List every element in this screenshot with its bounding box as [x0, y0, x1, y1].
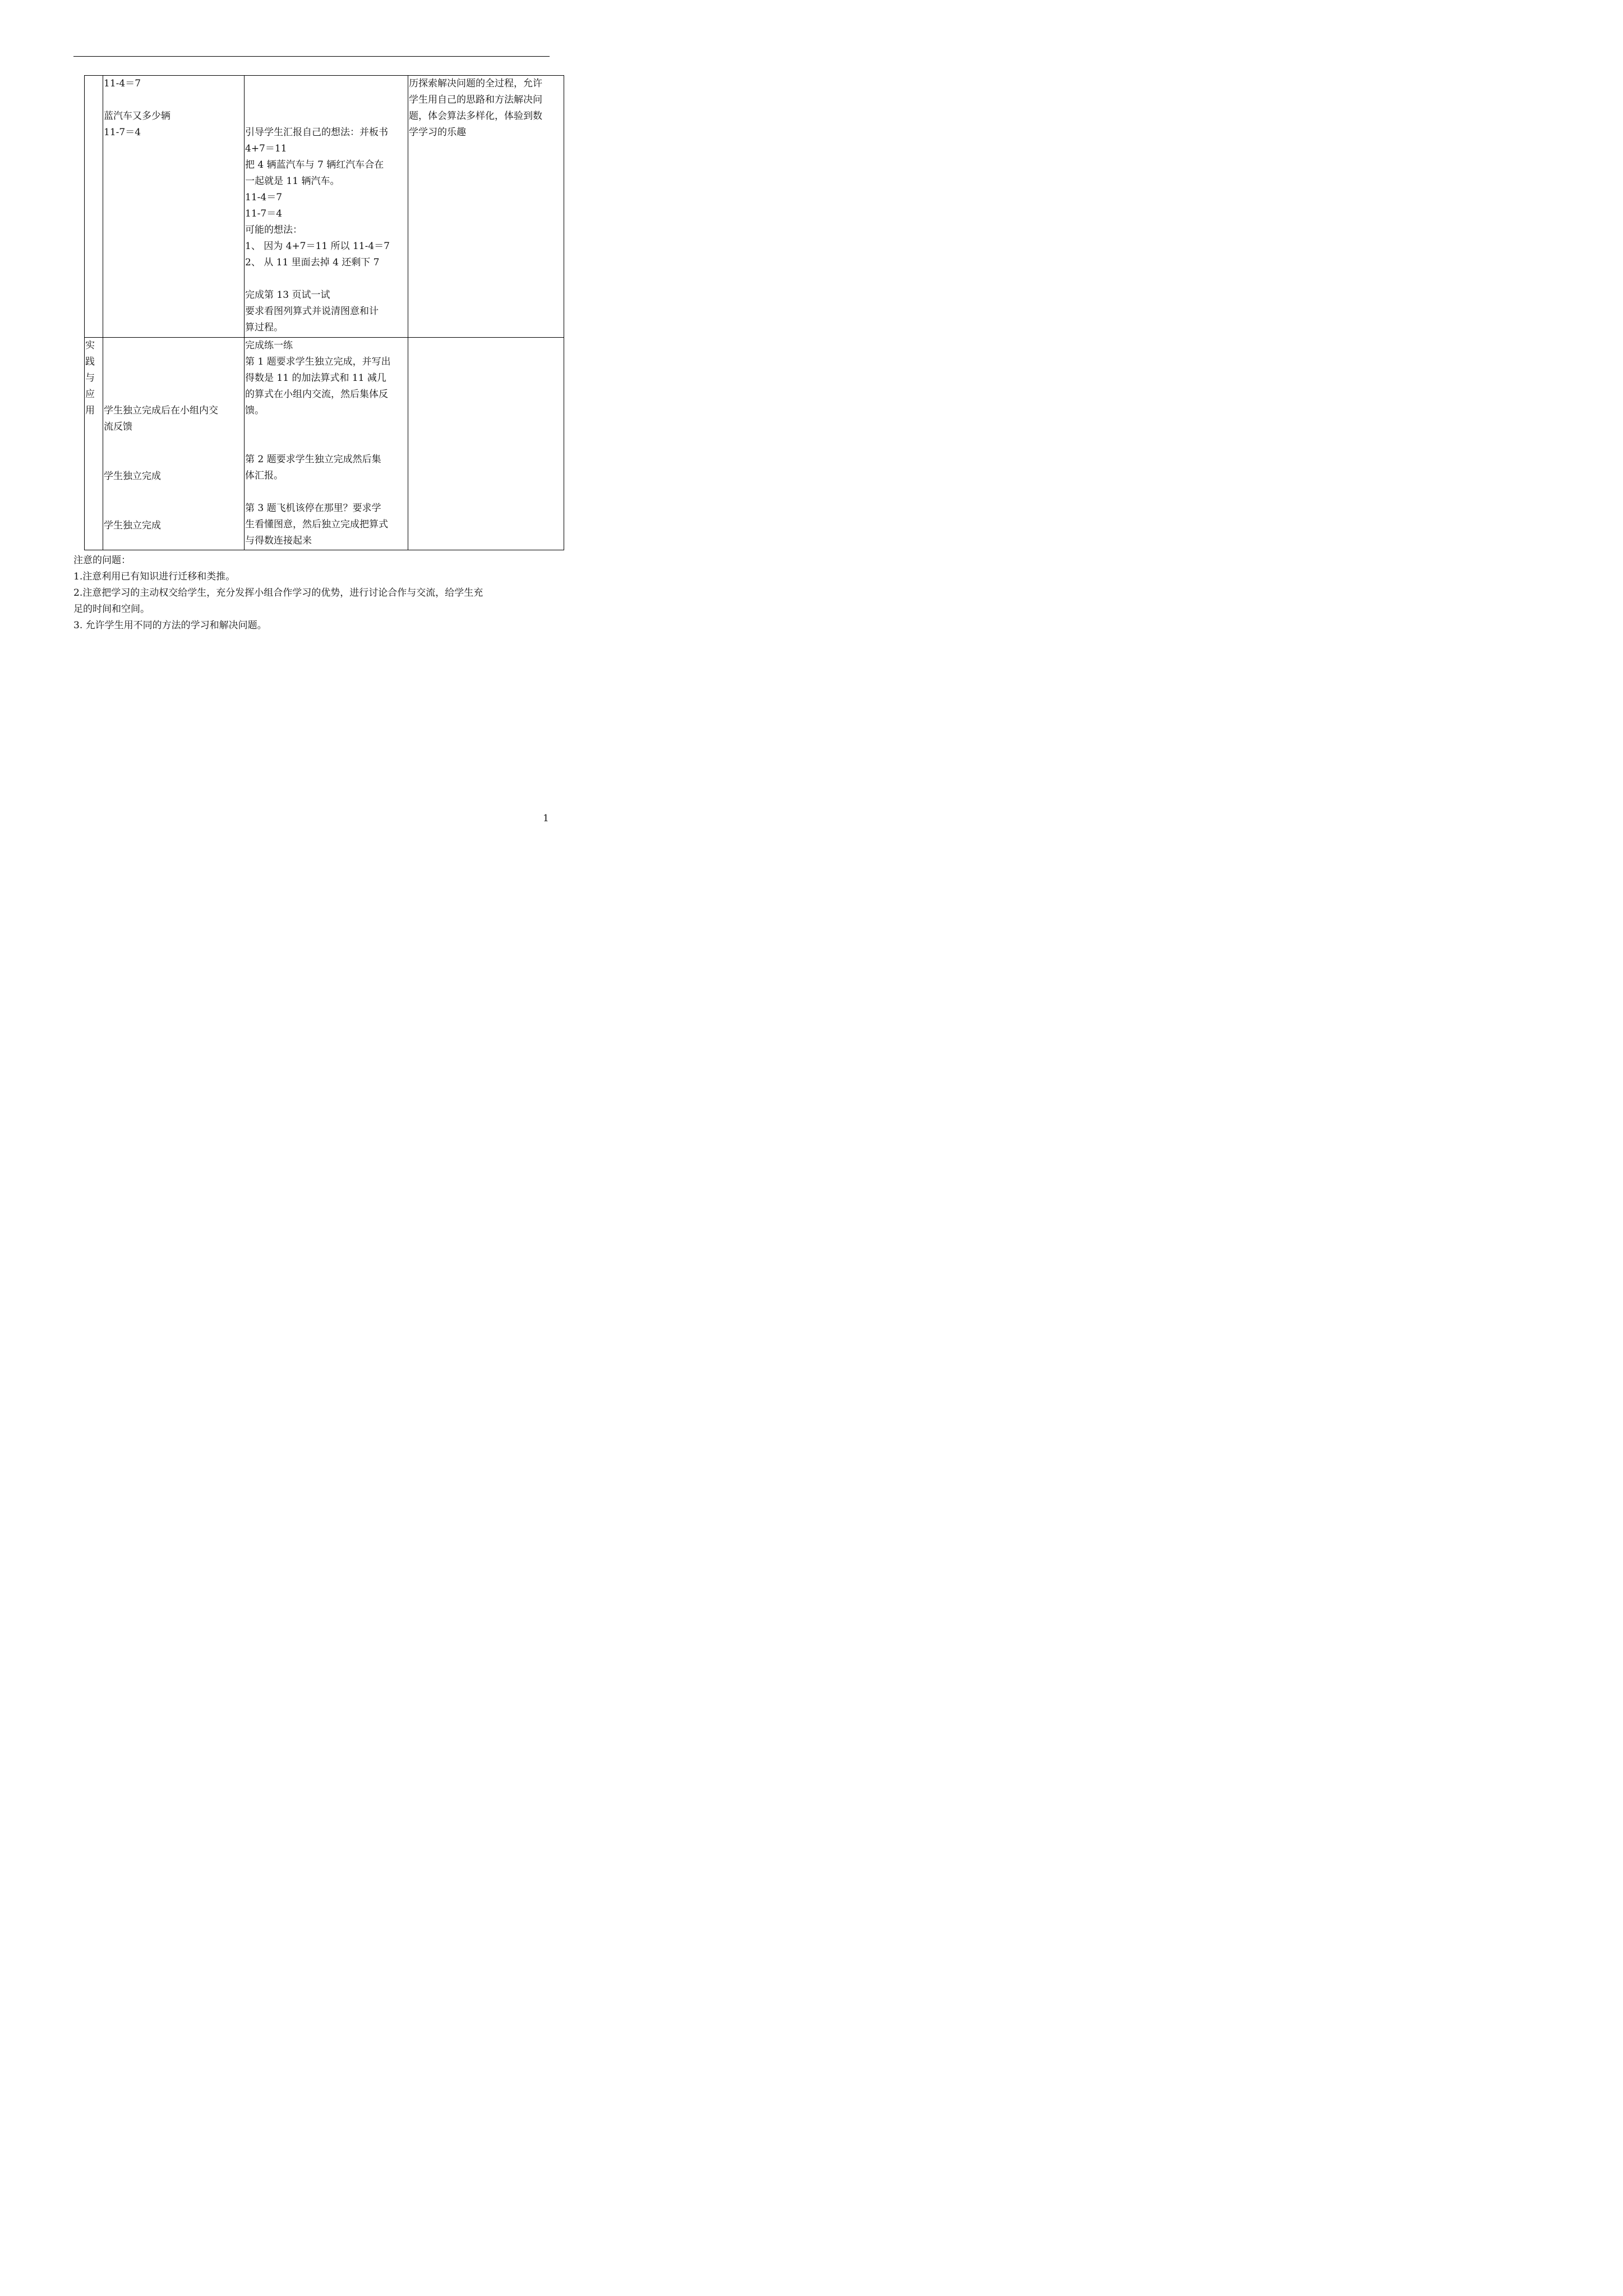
cell-line: 历探索解决问题的全过程，允许 — [409, 78, 542, 89]
notes-heading: 注意的问题： — [73, 555, 131, 566]
cell-line: 第 1 题要求学生独立完成，并写出 — [245, 356, 391, 367]
cell-line: 体汇报。 — [245, 470, 283, 481]
cell-line: 把 4 辆蓝汽车与 7 辆红汽车合在 — [245, 159, 384, 171]
student-activity-cell — [103, 76, 245, 338]
cell-line: 学生独立完成后在小组内交 — [104, 405, 218, 416]
cell-line: 学生独立完成 — [104, 471, 161, 482]
cell-line: 11-4＝7 — [245, 192, 283, 203]
notes-item: 2.注意把学习的主动权交给学生，充分发挥小组合作学习的优势，进行讨论合作与交流，给学生充 — [73, 587, 483, 599]
cell-line: 完成第 13 页试一试 — [245, 289, 330, 301]
cell-line: 与得数连接起来 — [245, 535, 312, 546]
design-intent-cell — [408, 76, 564, 338]
design-intent-cell — [408, 338, 564, 550]
teacher-activity-cell — [245, 76, 408, 338]
table-row — [85, 76, 564, 338]
stage-char: 与 — [85, 372, 95, 384]
cell-line: 第 3 题飞机该停在那里？要求学 — [245, 503, 381, 514]
teacher-activity-cell — [245, 338, 408, 550]
notes-section — [73, 553, 556, 634]
stage-char: 实 — [85, 340, 95, 351]
cell-line: 馈。 — [245, 405, 264, 416]
page-number: 1 — [543, 813, 549, 824]
notes-item: 3. 允许学生用不同的方法的学习和解决问题。 — [73, 620, 267, 631]
cell-line: 蓝汽车又多少辆 — [104, 111, 170, 122]
student-activity-cell — [103, 338, 245, 550]
cell-line: 引导学生汇报自己的想法：并板书 — [245, 127, 388, 138]
cell-line: 生看懂图意，然后独立完成把算式 — [245, 519, 388, 530]
cell-line: 流反馈 — [104, 421, 132, 432]
cell-line: 算过程。 — [245, 322, 283, 333]
cell-line: 学生用自己的思路和方法解决问 — [409, 94, 542, 105]
cell-line: 的算式在小组内交流，然后集体反 — [245, 389, 388, 400]
cell-line: 2、 从 11 里面去掉 4 还剩下 7 — [245, 257, 380, 268]
cell-line: 4+7＝11 — [245, 143, 287, 154]
cell-line: 学学习的乐趣 — [409, 127, 466, 138]
stage-char: 用 — [85, 405, 95, 416]
cell-line: 题，体会算法多样化，体验到数 — [409, 111, 542, 122]
cell-line: 完成练一练 — [245, 340, 293, 351]
cell-line: 一起就是 11 辆汽车。 — [245, 176, 340, 187]
cell-line: 得数是 11 的加法算式和 11 减几 — [245, 372, 386, 384]
cell-line: 11-7＝4 — [245, 208, 283, 219]
cell-line: 学生独立完成 — [104, 520, 161, 531]
stage-cell — [85, 76, 103, 338]
notes-item: 1.注意利用已有知识进行迁移和类推。 — [73, 571, 236, 582]
cell-line: 第 2 题要求学生独立完成然后集 — [245, 454, 381, 465]
cell-line: 可能的想法： — [245, 224, 302, 236]
lesson-table — [84, 75, 564, 550]
table-row — [85, 338, 564, 550]
notes-item: 足的时间和空间。 — [73, 604, 150, 615]
stage-cell — [85, 338, 103, 550]
cell-line: 11-7＝4 — [104, 127, 141, 138]
cell-line: 11-4＝7 — [104, 78, 141, 89]
stage-char: 应 — [85, 389, 95, 400]
cell-line: 要求看图列算式并说清图意和计 — [245, 306, 379, 317]
header-rule — [73, 56, 550, 57]
cell-line: 1、 因为 4+7＝11 所以 11-4＝7 — [245, 241, 390, 252]
stage-char: 践 — [85, 356, 95, 367]
